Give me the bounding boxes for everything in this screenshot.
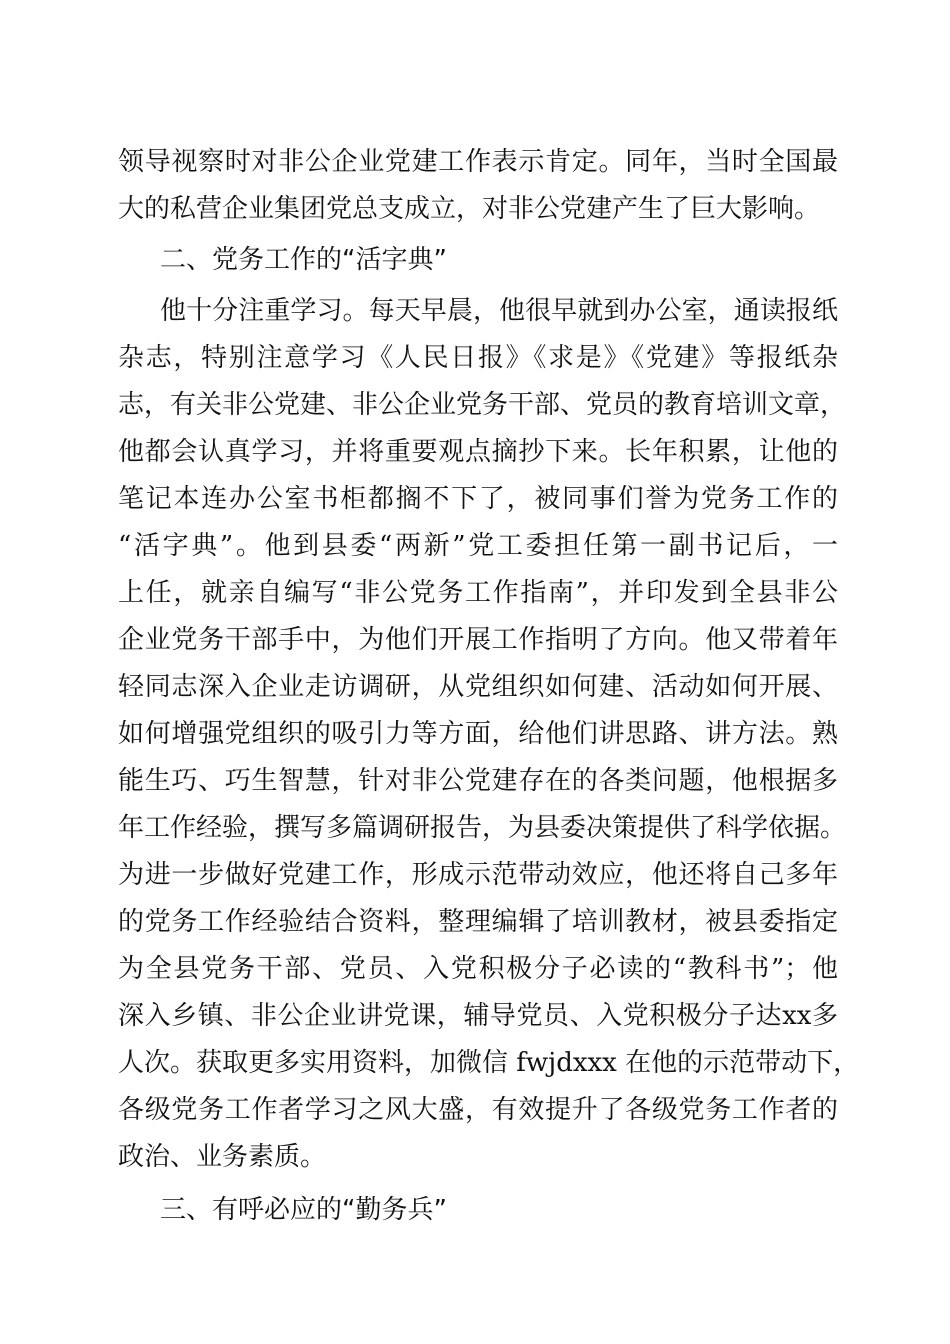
paragraph-line: 轻同志深入企业走访调研，从党组织如何建、活动如何开展、 (118, 672, 838, 702)
paragraph-line: 志，有关非公党建、非公企业党务干部、党员的教育培训文章， (118, 390, 847, 420)
paragraph-line: 各级党务工作者学习之风大盛，有效提升了各级党务工作者的 (118, 1095, 838, 1125)
paragraph-line: 他十分注重学习。每天早晨，他很早就到办公室，通读报纸 (160, 296, 838, 326)
paragraph-line: 杂志，特别注意学习《人民日报》《求是》《党建》等报纸杂 (118, 343, 838, 373)
paragraph-line: 能生巧、巧生智慧，针对非公党建存在的各类问题，他根据多 (118, 766, 838, 796)
paragraph-line: 政治、业务素质。 (118, 1142, 327, 1172)
paragraph-line: 人次。获取更多实用资料，加微信 fwjdxxx 在他的示范带动下， (118, 1048, 860, 1078)
paragraph-line: 上任，就亲自编写“非公党务工作指南”，并印发到全县非公 (118, 578, 838, 608)
paragraph-line: 领导视察时对非公企业党建工作表示肯定。同年，当时全国最 (118, 147, 838, 177)
paragraph-line: 企业党务干部手中，为他们开展工作指明了方向。他又带着年 (118, 625, 838, 655)
paragraph-line: 他都会认真学习，并将重要观点摘抄下来。长年积累，让他的 (118, 437, 838, 467)
paragraph-line: 笔记本连办公室书柜都搁不下了，被同事们誉为党务工作的 (118, 484, 838, 514)
paragraph-line: 为全县党务干部、党员、入党积极分子必读的“教科书”；他 (118, 954, 838, 984)
section-heading-2: 二、党务工作的“活字典” (160, 245, 447, 275)
paragraph-line: 深入乡镇、非公企业讲党课，辅导党员、入党积极分子达xx多 (118, 1001, 838, 1031)
paragraph-line: 如何增强党组织的吸引力等方面，给他们讲思路、讲方法。熟 (118, 719, 838, 749)
paragraph-line: 年工作经验，撰写多篇调研报告，为县委决策提供了科学依据。 (118, 813, 847, 843)
section-heading-3: 三、有呼必应的“勤务兵” (160, 1195, 447, 1225)
paragraph-line: 为进一步做好党建工作，形成示范带动效应，他还将自己多年 (118, 860, 838, 890)
paragraph-line: 大的私营企业集团党总支成立，对非公党建产生了巨大影响。 (118, 194, 821, 224)
paragraph-line: “活字典”。他到县委“两新”党工委担任第一副书记后，一 (118, 531, 838, 561)
paragraph-line: 的党务工作经验结合资料，整理编辑了培训教材，被县委指定 (118, 907, 838, 937)
